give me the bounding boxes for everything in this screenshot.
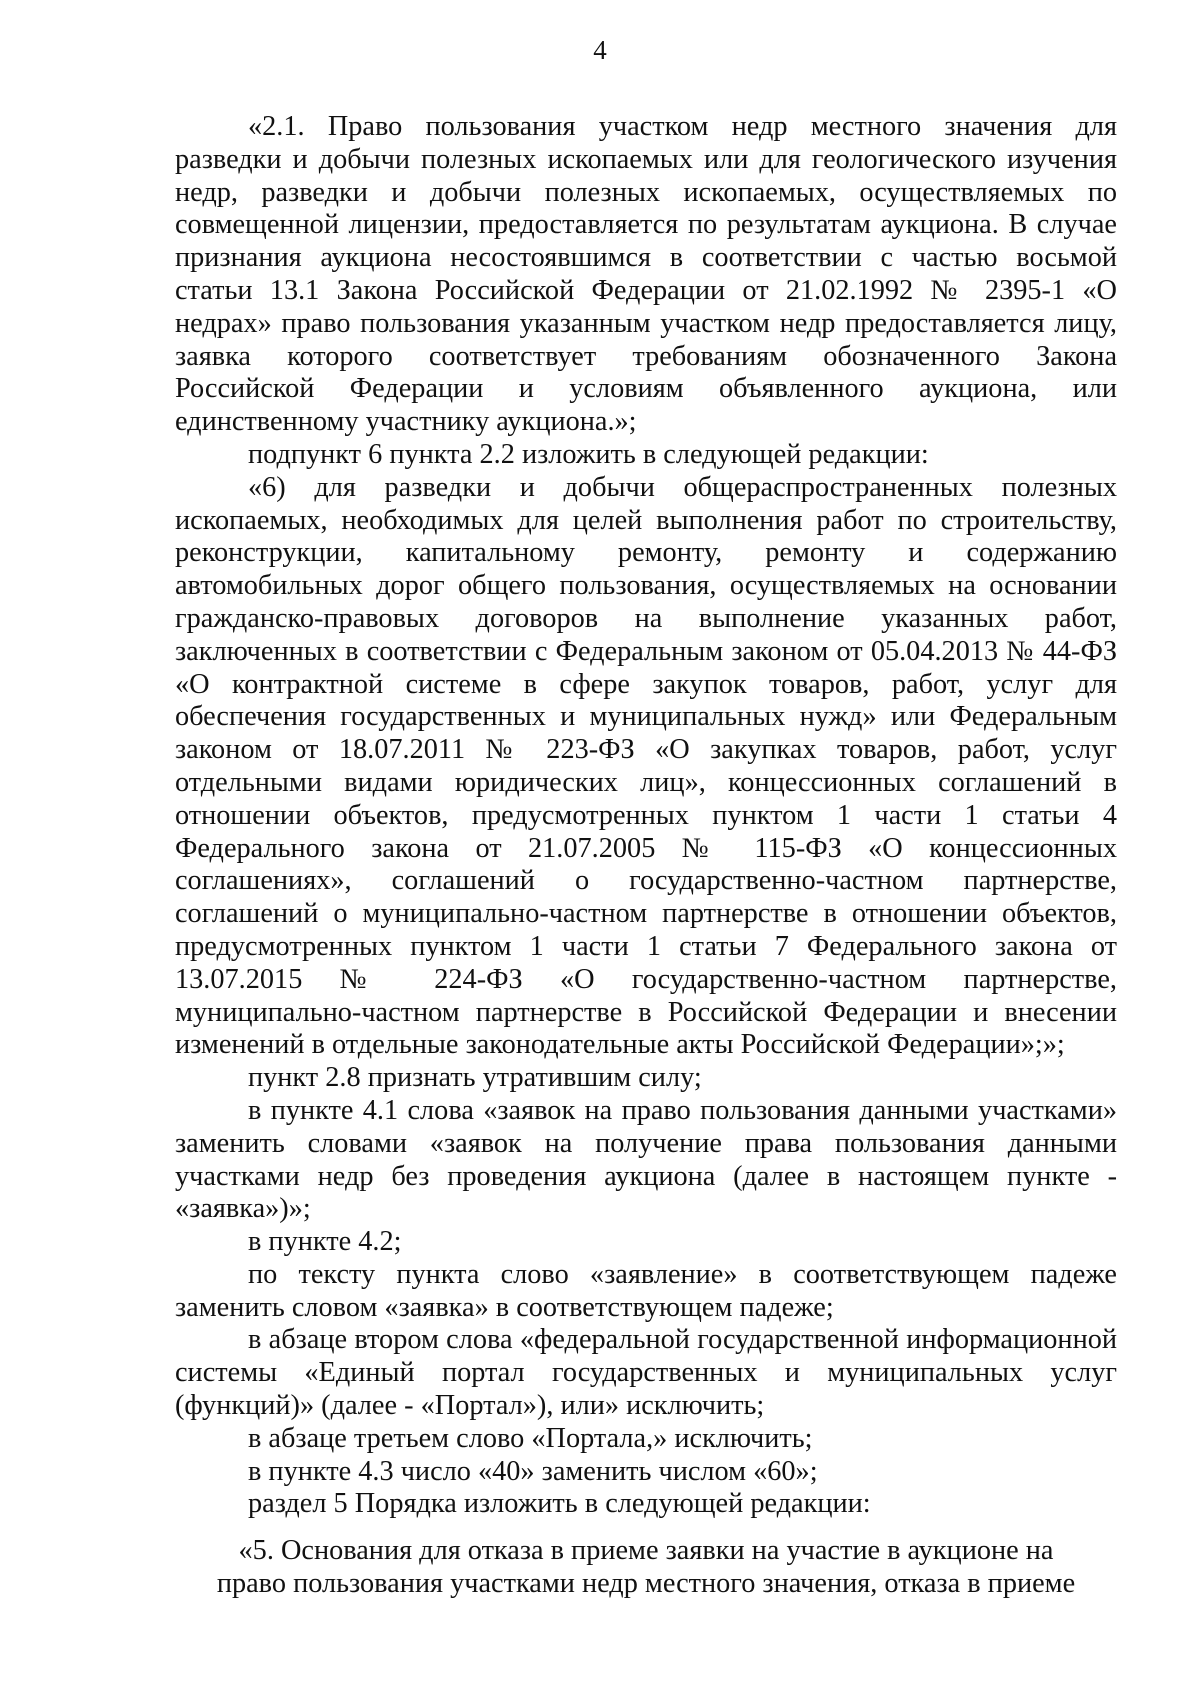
page-number: 4: [593, 35, 607, 65]
paragraph-4-1: в пункте 4.1 слова «заявок на право пользования данными участками» заменить словами «заявок на получение права пользования данными участками недр без проведения аукциона (далее в настоящем пункте - «заявка»)»;: [175, 1094, 1117, 1225]
paragraph-2-8: пункт 2.8 признать утратившим силу;: [248, 1062, 702, 1094]
paragraph-section-5: раздел 5 Порядка изложить в следующей редакции:: [248, 1488, 871, 1520]
paragraph-4-3: в пункте 4.3 число «40» заменить числом «60»;: [248, 1455, 818, 1487]
paragraph-abzac-3: в абзаце третьем слово «Портала,» исключить;: [248, 1422, 813, 1454]
paragraph-6-text: «6) для разведки и добычи общераспространенных полезных ископаемых, необходимых для целей выполнения работ по строительству, реконструкции, капитальному ремонту, ремонту и содержанию автомобильных дорог общего пользования, осуществляемых на основании гражданско-правовых договоров на выполнение указанных работ, заключенных в соответствии с Федеральным законом от 05.04.2013 № 44-ФЗ «О контрактной системе в сфере закупок товаров, работ, услуг для обеспечения государственных и муниципальных нужд» или Федеральным законом от 18.07.2011 № 223-ФЗ «О закупках товаров, работ, услуг отдельными видами юридических лиц», концессионных соглашений в отношении объектов, предусмотренных пунктом 1 части 1 статьи 4 Федерального закона от 21.07.2005 № 115-ФЗ «О концессионных соглашениях», соглашений о государственно-частном партнерстве, соглашений о муниципально-частном партнерстве в отношении объектов, предусмотренных пунктом 1 части 1 статьи 7 Федерального закона от 13.07.2015 № 224-ФЗ «О государственно-частном партнерстве, муниципально-частном партнерстве в Российской Федерации и внесении изменений в отдельные законодательные акты Российской Федерации»;»;: [175, 471, 1117, 1061]
paragraph-4-2: в пункте 4.2;: [248, 1226, 402, 1258]
paragraph-subitem-6: подпункт 6 пункта 2.2 изложить в следующей редакции:: [248, 438, 929, 470]
document-body: [175, 111, 1117, 1521]
paragraph-text-replace: по тексту пункта слово «заявление» в соответствующем падеже заменить словом «заявка» в соответствующем падеже;: [175, 1258, 1117, 1323]
paragraph-abzac-2: в абзаце втором слова «федеральной государственной информационной системы «Единый портал государственных и муниципальных услуг (функций)» (далее - «Портал»), или» исключить;: [175, 1324, 1117, 1422]
section-heading: [175, 1535, 1117, 1601]
paragraph-2-1: «2.1. Право пользования участком недр местного значения для разведки и добычи полезных ископаемых или для геологического изучения недр, разведки и добычи полезных ископаемых, осуществляемых по совмещенной лицензии, предоставляется по результатам аукциона. В случае признания аукциона несостоявшимся в соответствии с частью восьмой статьи 13.1 Закона Российской Федерации от 21.02.1992 № 2395-1 «О недрах» право пользования указанным участком недр предоставляется лицу, заявка которого соответствует требованиям обозначенного Закона Российской Федерации и условиям объявленного аукциона, или единственному участнику аукциона.»;: [175, 111, 1117, 438]
section-heading-line-2: право пользования участками недр местного значения, отказа в приеме: [216, 1567, 1076, 1599]
section-heading-line-1: «5. Основания для отказа в приеме заявки на участие в аукционе на: [238, 1535, 1054, 1566]
